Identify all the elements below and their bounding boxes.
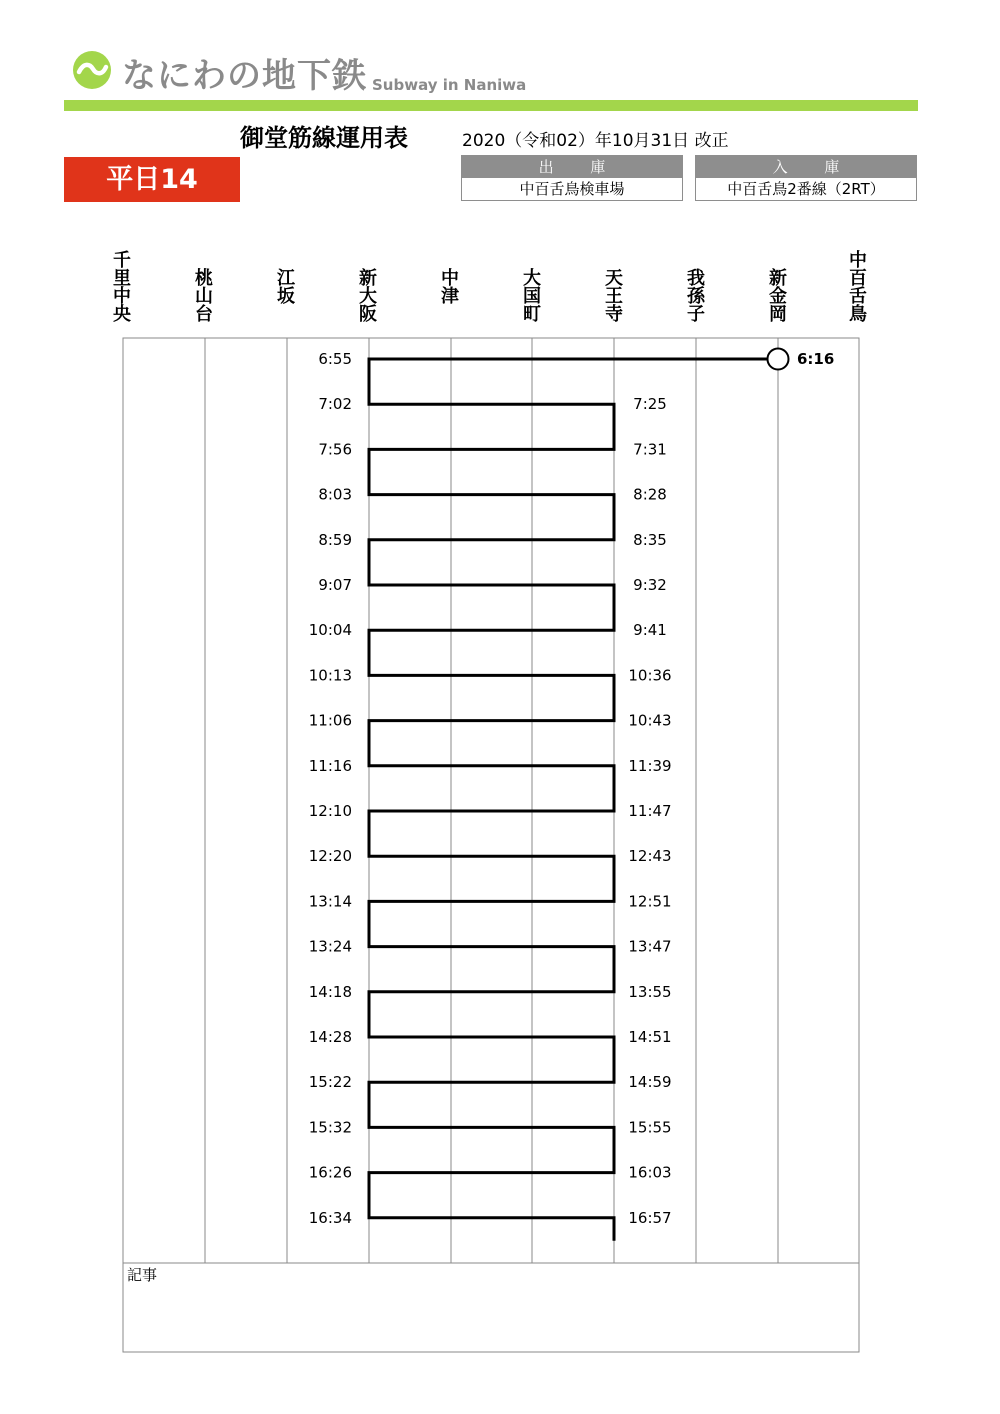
left-time-label: 12:20 xyxy=(308,847,352,866)
station-senri-chuo: 千里中央 xyxy=(113,250,131,325)
right-time-label: 14:59 xyxy=(628,1073,672,1092)
left-time-label: 7:56 xyxy=(318,440,352,459)
left-time-label: 9:07 xyxy=(318,576,352,594)
left-time-label: 13:14 xyxy=(308,892,352,911)
station-nakatsu: 中 津 xyxy=(441,268,459,307)
left-time-label: 16:26 xyxy=(308,1163,352,1182)
right-time-label: 12:51 xyxy=(628,892,672,911)
diagram-grid xyxy=(123,338,859,1352)
left-time-label: 11:06 xyxy=(308,711,352,730)
right-time-label: 9:41 xyxy=(633,621,667,640)
left-time-label: 14:18 xyxy=(308,982,352,1001)
right-time-label: 8:35 xyxy=(633,530,667,549)
right-time-label: 12:43 xyxy=(628,847,672,866)
right-time-label: 13:47 xyxy=(628,937,672,956)
route-path xyxy=(369,359,778,1241)
right-time-label: 11:39 xyxy=(628,756,672,775)
right-time-label: 7:25 xyxy=(633,395,667,414)
arrival-header: 入 庫 xyxy=(696,156,916,178)
right-time-label: 16:57 xyxy=(628,1208,672,1227)
left-time-label: 15:22 xyxy=(308,1073,352,1092)
station-nakamozu: 中百舌鳥 xyxy=(849,250,867,325)
left-time-label: 10:04 xyxy=(308,621,352,640)
station-tennoji: 天王寺 xyxy=(605,268,623,325)
left-time-label: 16:34 xyxy=(308,1208,352,1227)
left-time-label: 14:28 xyxy=(308,1028,352,1046)
time-labels xyxy=(309,350,835,1227)
memo-label: 記事 xyxy=(127,1266,158,1284)
right-time-label: 10:43 xyxy=(628,711,672,730)
right-time-label: 10:36 xyxy=(628,666,672,685)
diagram-frame xyxy=(123,338,859,1352)
brand-name: なにわの地下鉄 xyxy=(122,56,367,96)
arrival-value: 中百舌鳥2番線（2RT） xyxy=(727,180,885,198)
right-time-label: 7:31 xyxy=(633,440,667,459)
station-esaka: 江 坂 xyxy=(277,268,295,307)
run-number-badge: 平日14 xyxy=(64,157,240,202)
left-time-label: 10:13 xyxy=(308,666,352,685)
station-daikokucho: 大国町 xyxy=(523,268,541,325)
station-shin-osaka: 新大阪 xyxy=(359,268,377,325)
station-shin-kanaoka: 新金岡 xyxy=(769,268,787,325)
left-time-label: 6:55 xyxy=(318,350,352,368)
revision-date: 2020（令和02）年10月31日 改正 xyxy=(462,131,729,151)
start-marker xyxy=(768,349,789,370)
left-time-label: 15:32 xyxy=(308,1118,352,1137)
right-time-label: 13:55 xyxy=(628,982,672,1001)
right-time-label: 11:47 xyxy=(628,802,672,820)
departure-value: 中百舌鳥検車場 xyxy=(519,180,625,198)
left-time-label: 11:16 xyxy=(308,756,352,775)
right-time-label: 15:55 xyxy=(628,1118,672,1137)
departure-header: 出 庫 xyxy=(462,156,682,178)
right-time-label: 8:28 xyxy=(633,485,667,504)
right-time-label: 16:03 xyxy=(628,1163,672,1182)
station-momoyamadai: 桃山台 xyxy=(195,268,213,325)
right-time-label: 9:32 xyxy=(633,576,667,594)
left-time-label: 13:24 xyxy=(308,937,352,956)
route-line xyxy=(369,349,789,1241)
left-time-label: 12:10 xyxy=(308,802,352,820)
brand-subtitle: Subway in Naniwa xyxy=(372,76,527,94)
station-abiko: 我孫子 xyxy=(687,268,705,325)
right-time-label: 14:51 xyxy=(628,1028,672,1046)
page-title: 御堂筋線運用表 xyxy=(240,124,408,152)
start-time-label: 6:16 xyxy=(797,350,835,368)
left-time-label: 8:03 xyxy=(318,485,352,504)
left-time-label: 8:59 xyxy=(318,530,352,549)
left-time-label: 7:02 xyxy=(318,395,352,414)
